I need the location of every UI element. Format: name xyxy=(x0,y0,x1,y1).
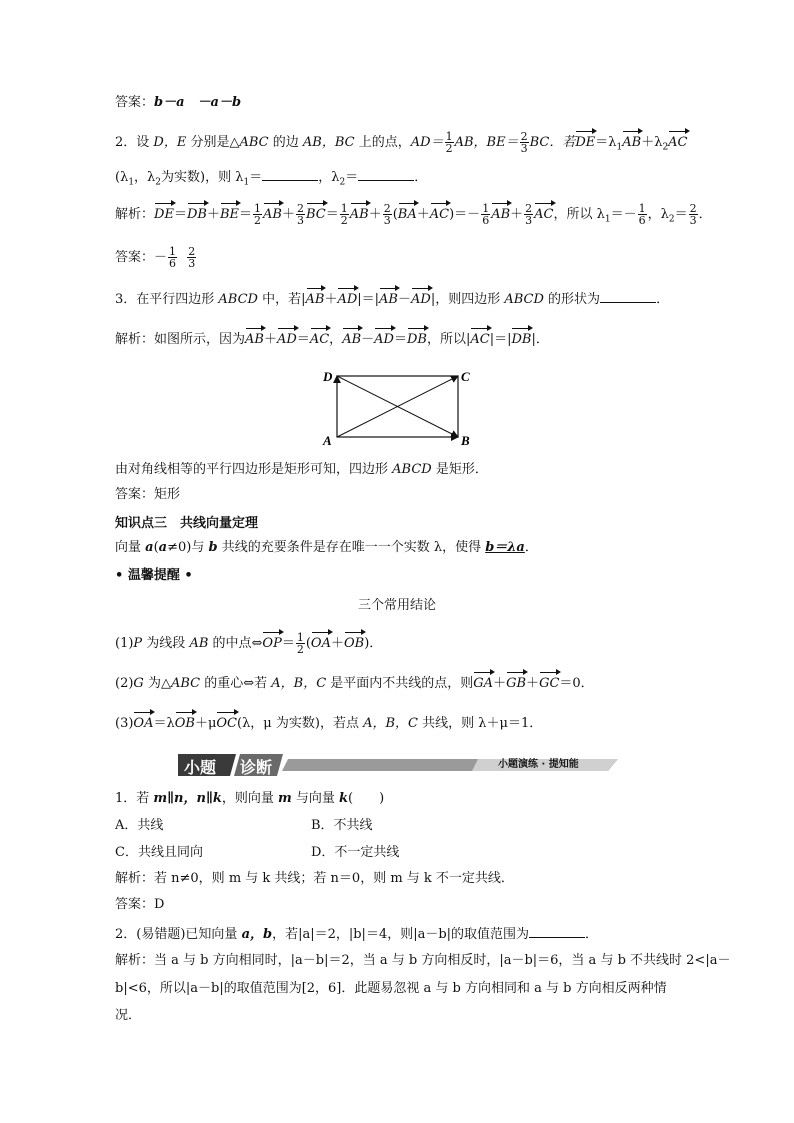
rule-2: (2)G 为△ABC 的重心⇔若 A，B，C 是平面内不共线的点，则GA＋GB＋GC＝0． xyxy=(115,674,594,694)
banner-subtitle: 小题演练 · 提知能 xyxy=(498,759,579,770)
fraction: $\frac{2}{3}$ xyxy=(520,130,528,155)
section-banner xyxy=(178,754,618,776)
answer-text: b－a －a－b xyxy=(154,95,242,110)
question-2-stem: 2．设 D，E 分别是△ABC 的边 AB，BC 上的点，AD＝ $\frac{1}{2}$ AB，BE＝ $\frac{2}{3}$ BC．若$DE=\lambda_1AB+\lambda_2AC$ xyxy=(115,130,688,155)
small-q2-analysis-2: b|<6，所以|a－b|的取值范围为[2，6]．此题易忽视 a 与 b 方向相同和 a 与 b 方向相反两种情 xyxy=(115,981,667,996)
option-a[interactable]: A．共线 xyxy=(115,818,164,833)
answer-label: 答案： xyxy=(115,95,155,110)
tip-label: • 温馨提醒 • xyxy=(115,568,193,583)
answer-blank-3[interactable] xyxy=(600,290,656,303)
fraction: $\frac{1}{2}$ xyxy=(445,130,453,155)
rule-3: (3)OA＝λOB＋μOC(λ，μ 为实数)，若点 A，B，C 共线，则 λ＋μ＝1． xyxy=(115,714,542,734)
question-3-conclusion: 由对角线相等的平行四边形是矩形可知，四边形 ABCD 是矩形． xyxy=(115,462,488,477)
banner-title-1: 小题 xyxy=(184,758,217,777)
answer-blank-1[interactable] xyxy=(262,168,318,181)
label-d: D xyxy=(323,369,333,384)
question-2-blanks: ($\lambda_1$，$\lambda_2$为实数)，则 $\lambda_1=$ ，$\lambda_2=$ ． xyxy=(115,170,428,188)
small-q2-stem: 2．(易错题)已知向量 a，b，若|a|＝2，|b|＝4，则|a－b|的取值范围为 ． xyxy=(115,927,599,942)
label-b: B xyxy=(461,433,470,448)
small-q1-answer: 答案：D xyxy=(115,897,165,912)
question-2-answer: 答案：－ $\frac{1}{6}$ $\frac{2}{3}$ xyxy=(115,245,196,270)
small-q2-analysis-3: 况． xyxy=(115,1008,142,1023)
option-b[interactable]: B．不共线 xyxy=(311,818,373,833)
label-c: C xyxy=(461,369,470,384)
tip-title: 三个常用结论 xyxy=(357,598,436,613)
question-3-analysis: 解析：如图所示，因为AB＋AD＝AC，AB－AD＝DB，所以|AC|＝|DB|． xyxy=(115,330,549,350)
banner-title-2: 诊断 xyxy=(240,758,273,777)
rectangle-diagram xyxy=(320,365,480,450)
question-2-analysis: 解析：DE＝DB＋BE＝ $\frac{1}{2}$ AB＋ $\frac{2}{3}$ BC＝ $\frac{1}{2}$ AB＋ $\frac{2}{3}$ (BA＋AC)＝－ $\frac{1}{6}$ AB＋ $\frac{2}{3}$ AC，所以 $\lambda_1=-$ $\frac{1}{6}$ ，$\lambda_2=$ $\frac{2}{3}$ ． xyxy=(115,202,712,227)
option-c[interactable]: C．共线且同向 xyxy=(115,845,203,860)
rule-1: (1)P 为线段 AB 的中点⇔OP＝ $\frac{1}{2}$ (OA＋OB)． xyxy=(115,631,383,656)
question-3-stem: 3．在平行四边形 ABCD 中，若|AB＋AD|＝|AB－AD|，则四边形 ABCD 的形状为 ． xyxy=(115,290,669,310)
answer-blank-2[interactable] xyxy=(358,168,414,181)
knowledge-heading: 知识点三 共线向量定理 xyxy=(115,516,259,531)
small-q2-analysis-1: 解析：当 a 与 b 方向相同时，|a－b|＝2，当 a 与 b 方向相反时，|a－b|＝6，当 a 与 b 不共线时 2<|a－ xyxy=(115,953,731,968)
answer-line-1 xyxy=(115,93,241,113)
small-q1-analysis: 解析：若 n≠0，则 m 与 k 共线；若 n＝0，则 m 与 k 不一定共线． xyxy=(115,871,514,886)
label-a: A xyxy=(323,433,332,448)
knowledge-body: 向量 a(a≠0)与 b 共线的充要条件是存在唯一一个实数 λ，使得 b＝λa． xyxy=(115,540,538,555)
small-q1-stem: 1．若 m∥n，n∥k，则向量 m 与向量 k( ) xyxy=(115,791,385,806)
option-d[interactable]: D．不一定共线 xyxy=(311,845,400,860)
question-3-answer: 答案：矩形 xyxy=(115,487,181,502)
answer-blank-4[interactable] xyxy=(529,925,585,938)
